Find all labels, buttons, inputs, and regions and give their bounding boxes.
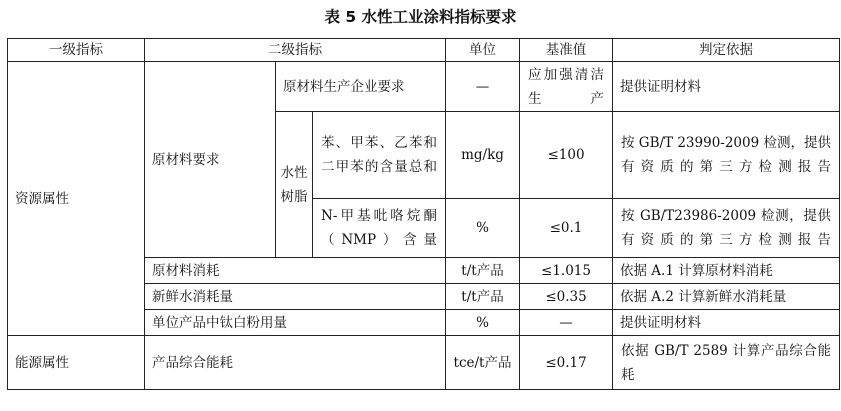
table-title: 表 5 水性工业涂料指标要求 (324, 8, 517, 26)
resin-label: 水性树脂 (276, 112, 313, 258)
unit-tio2: % (446, 310, 520, 336)
table-row (8, 62, 840, 112)
header-row (8, 39, 840, 62)
header-unit: 单位 (446, 39, 520, 62)
indicator-producer: 原材料生产企业要求 (276, 62, 446, 112)
indicator-table (7, 38, 840, 390)
unit-nmp: % (446, 199, 520, 258)
raw-material-requirement: 原材料要求 (145, 62, 276, 258)
value-benzene: ≤100 (520, 112, 613, 199)
indicator-tio2: 单位产品中钛白粉用量 (145, 310, 446, 336)
table-row (8, 336, 840, 390)
unit-consumption: t/t产品 (446, 258, 520, 284)
unit-benzene: mg/kg (446, 112, 520, 199)
unit-water: t/t产品 (446, 284, 520, 310)
basis-energy: 依据 GB/T 2589 计算产品综合能耗 (613, 336, 840, 390)
header-level1: 一级指标 (8, 39, 145, 62)
indicator-energy: 产品综合能耗 (145, 336, 446, 390)
basis-tio2: 提供证明材料 (613, 310, 840, 336)
indicator-water: 新鲜水消耗量 (145, 284, 446, 310)
header-baseline: 基准值 (520, 39, 613, 62)
header-level2: 二级指标 (145, 39, 446, 62)
indicator-benzene: 苯、甲苯、乙苯和二甲苯的含量总和 (313, 112, 446, 199)
value-consumption: ≤1.015 (520, 258, 613, 284)
category-energy: 能源属性 (8, 336, 145, 390)
category-resource: 资源属性 (8, 62, 145, 336)
value-energy: ≤0.17 (520, 336, 613, 390)
unit-producer: — (446, 62, 520, 112)
header-basis: 判定依据 (613, 39, 840, 62)
indicator-consumption: 原材料消耗 (145, 258, 446, 284)
basis-nmp: 按 GB/T23986-2009 检测，提供有资质的第三方检测报告 (613, 199, 840, 258)
value-nmp: ≤0.1 (520, 199, 613, 258)
value-tio2: — (520, 310, 613, 336)
basis-benzene: 按 GB/T 23990-2009 检测，提供有资质的第三方检测报告 (613, 112, 840, 199)
value-producer: 应加强清洁生产 (520, 62, 613, 112)
unit-energy: tce/t产品 (446, 336, 520, 390)
basis-producer: 提供证明材料 (613, 62, 840, 112)
basis-consumption: 依据 A.1 计算原材料消耗 (613, 258, 840, 284)
indicator-nmp: N-甲基吡咯烷酮（NMP）含量 (313, 199, 446, 258)
basis-water: 依据 A.2 计算新鲜水消耗量 (613, 284, 840, 310)
value-water: ≤0.35 (520, 284, 613, 310)
